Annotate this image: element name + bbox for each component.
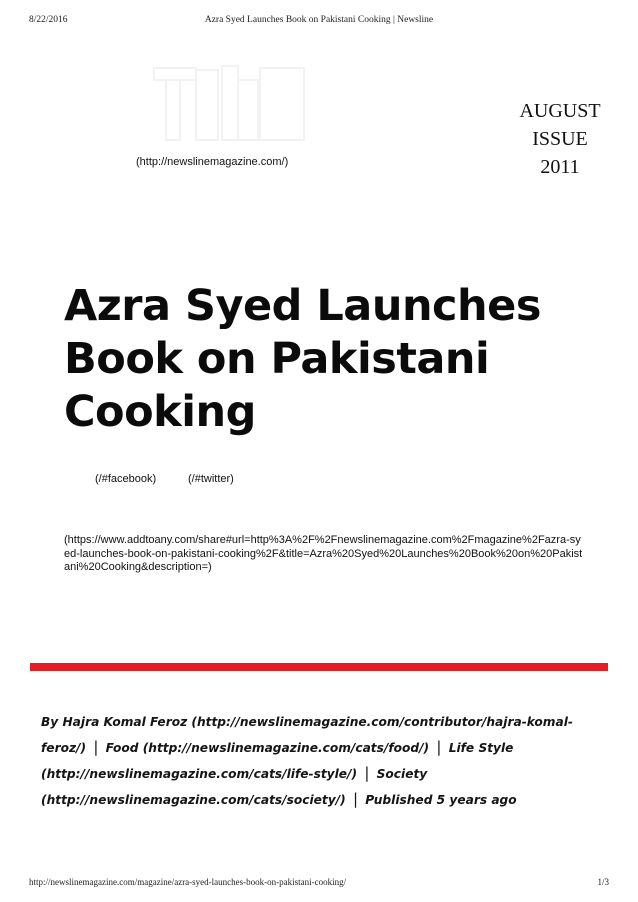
byline-separator: | (436, 738, 442, 756)
addtoany-share-link[interactable]: (https://www.addtoany.com/share#url=http%3A%2F%2Fnewslinemagazine.com%2Fmagazine%2Fazra-syed-launches-book-on-pakistani-cooking%2F&title=Azra%20Syed%20Launches%20Book%20on%20Pakistani%20Cooking&description=) (64, 534, 583, 573)
print-url: http://newslinemagazine.com/magazine/azra-syed-launches-book-on-pakistani-cooking/ (29, 877, 347, 887)
issue-month: AUGUST (519, 100, 601, 122)
print-page-title: Azra Syed Launches Book on Pakistani Cooking | Newsline (204, 15, 434, 25)
article-headline: Azra Syed Launches Book on Pakistani Cooking (64, 281, 541, 437)
print-footer (29, 877, 609, 891)
red-divider (30, 663, 608, 671)
issue-label-text: ISSUE (532, 128, 588, 150)
logo-link[interactable]: (http://newslinemagazine.com/) (136, 156, 289, 168)
byline-separator: | (93, 738, 99, 756)
newsline-logo[interactable] (152, 60, 310, 146)
facebook-share-link[interactable]: (/#facebook) (95, 473, 157, 485)
article-byline (41, 710, 601, 813)
issue-label (500, 97, 620, 181)
category-lifestyle-link[interactable]: Life Style (http://newslinemagazine.com/cats/life-style/) (41, 741, 514, 781)
print-date: 8/22/2016 (29, 15, 68, 25)
author-link[interactable]: By Hajra Komal Feroz (http://newslinemagazine.com/contributor/hajra-komal-feroz/) (41, 715, 573, 755)
issue-year: 2011 (540, 156, 580, 178)
byline-separator: | (364, 764, 370, 782)
category-food-link[interactable]: Food (http://newslinemagazine.com/cats/food/) (105, 741, 430, 755)
published-date: Published 5 years ago (365, 793, 517, 807)
byline-separator: | (352, 790, 358, 808)
print-header (29, 15, 609, 29)
print-page-number: 1/3 (597, 877, 609, 887)
twitter-share-link[interactable]: (/#twitter) (188, 473, 234, 485)
category-society-link[interactable]: Society (http://newslinemagazine.com/cats/society/) (41, 767, 428, 807)
